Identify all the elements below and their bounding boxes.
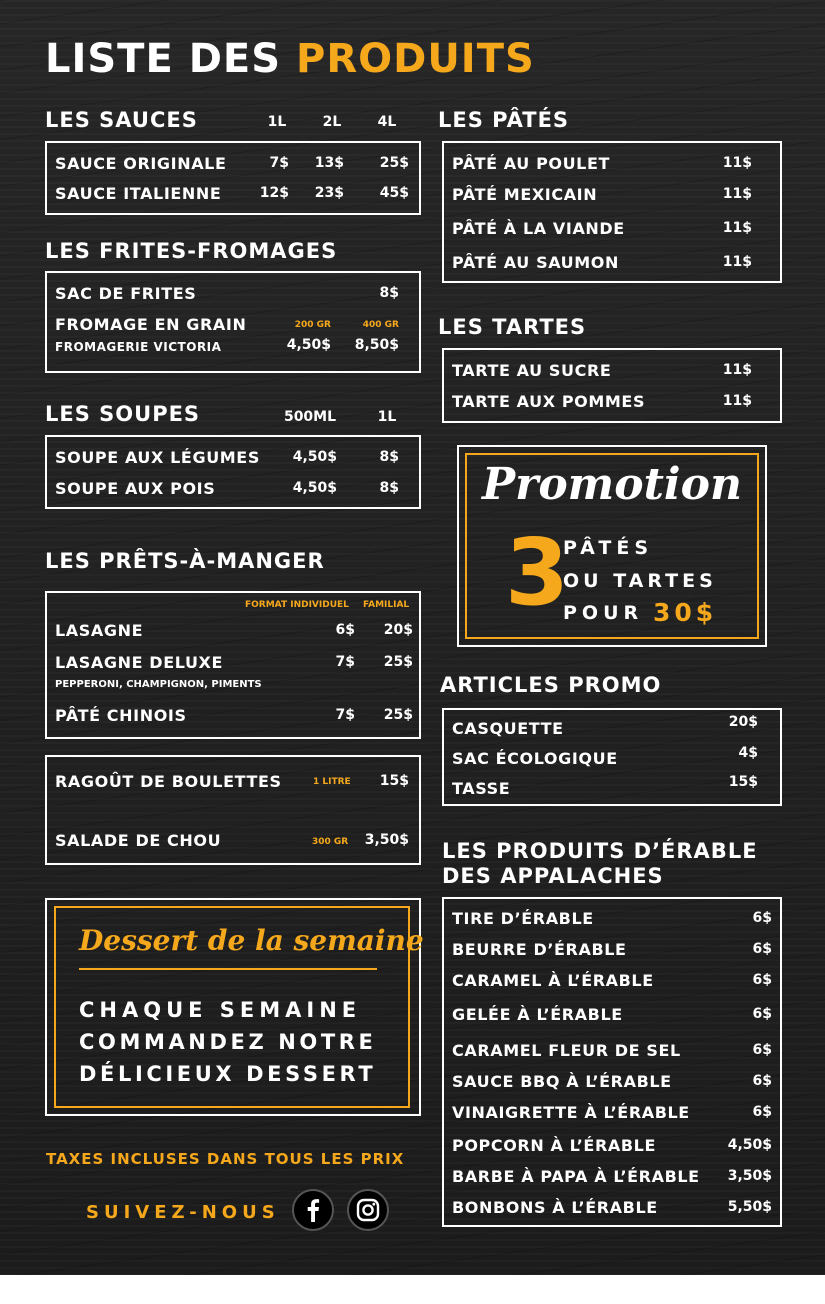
- sauce-originale-price-1l: 7$: [269, 155, 289, 171]
- ragout-price: 15$: [379, 773, 409, 789]
- page-title: [45, 36, 535, 82]
- erable-item-2-name: BEURRE D’ÉRABLE: [452, 940, 627, 959]
- erable-item-5-price: 6$: [752, 1042, 772, 1058]
- articles-title: ARTICLES PROMO: [440, 673, 662, 697]
- fromagerie-victoria: FROMAGERIE VICTORIA: [55, 340, 222, 354]
- prets-title: LES PRÊTS-À-MANGER: [45, 549, 325, 573]
- pate-viande-price: 11$: [722, 220, 752, 236]
- salade-size: 300 GR: [312, 837, 349, 847]
- lasagne-deluxe-price-individuel: 7$: [335, 654, 355, 670]
- fromage-en-grain-name: FROMAGE EN GRAIN: [55, 315, 247, 334]
- promotion-number: 3: [505, 519, 570, 626]
- promotion-box: [457, 445, 767, 647]
- promotion-line-1: PÂTÉS: [563, 537, 654, 559]
- soupe-legumes-price-500ml: 4,50$: [292, 449, 337, 465]
- sac-de-frites-name: SAC DE FRITES: [55, 284, 197, 303]
- soupe-legumes-name: SOUPE AUX LÉGUMES: [55, 448, 260, 467]
- soupes-header-1l: 1L: [377, 409, 397, 425]
- sauces-box: [45, 141, 421, 215]
- promotion-price: 30$: [653, 598, 718, 627]
- sauce-italienne-price-2l: 23$: [314, 185, 344, 201]
- casquette-name: CASQUETTE: [452, 719, 564, 738]
- lasagne-name: LASAGNE: [55, 621, 144, 640]
- salade-name: SALADE DE CHOU: [55, 831, 222, 850]
- fromage-price-200: 4,50$: [286, 337, 331, 353]
- extras-box: [45, 755, 421, 865]
- pate-chinois-price-individuel: 7$: [335, 707, 355, 723]
- erable-title-line-2: DES APPALACHES: [442, 864, 664, 888]
- erable-item-8-name: POPCORN À L’ÉRABLE: [452, 1136, 656, 1155]
- dessert-divider: [79, 968, 377, 970]
- sauces-header-4l: 4L: [377, 114, 397, 130]
- articles-box: [442, 708, 782, 806]
- erable-title-line-1: LES PRODUITS D’ÉRABLE: [442, 839, 758, 863]
- tasse-name: TASSE: [452, 779, 511, 798]
- title-part-2: PRODUITS: [296, 36, 535, 82]
- prets-box: [45, 591, 421, 739]
- erable-item-1-name: TIRE D’ÉRABLE: [452, 909, 594, 928]
- sauces-title: LES SAUCES: [45, 108, 198, 132]
- pates-box: [442, 141, 782, 283]
- pates-title: LES PÂTÉS: [438, 108, 570, 132]
- pate-poulet-price: 11$: [722, 155, 752, 171]
- erable-item-1-price: 6$: [752, 910, 772, 926]
- sauce-originale-price-2l: 13$: [314, 155, 344, 171]
- erable-item-10-name: BONBONS À L’ÉRABLE: [452, 1198, 658, 1217]
- erable-item-10-price: 5,50$: [727, 1199, 772, 1215]
- erable-item-2-price: 6$: [752, 941, 772, 957]
- pate-chinois-price-familial: 25$: [383, 707, 413, 723]
- soupe-pois-price-500ml: 4,50$: [292, 480, 337, 496]
- dessert-title: Dessert de la semaine: [79, 924, 424, 957]
- tartes-title: LES TARTES: [438, 315, 587, 339]
- dessert-line-1: CHAQUE SEMAINE: [79, 998, 362, 1022]
- soupe-pois-name: SOUPE AUX POIS: [55, 479, 216, 498]
- lasagne-deluxe-sub: PEPPERONI, CHAMPIGNON, PIMENTS: [55, 679, 262, 690]
- fromage-price-400: 8,50$: [354, 337, 399, 353]
- tartes-box: [442, 348, 782, 423]
- erable-item-9-name: BARBE À PAPA À L’ÉRABLE: [452, 1167, 700, 1186]
- sauces-header-2l: 2L: [322, 114, 342, 130]
- facebook-icon[interactable]: [292, 1189, 334, 1231]
- erable-item-7-price: 6$: [752, 1104, 772, 1120]
- sauce-italienne-price-4l: 45$: [379, 185, 409, 201]
- promotion-line-2: OU TARTES: [563, 570, 717, 592]
- erable-item-3-name: CARAMEL À L’ÉRABLE: [452, 971, 654, 990]
- erable-item-6-name: SAUCE BBQ À L’ÉRABLE: [452, 1072, 672, 1091]
- dessert-line-3: DÉLICIEUX DESSERT: [79, 1062, 377, 1086]
- fromage-size-200: 200 GR: [294, 320, 331, 330]
- erable-item-8-price: 4,50$: [727, 1137, 772, 1153]
- sauces-header-1l: 1L: [267, 114, 287, 130]
- pate-mexicain-price: 11$: [722, 186, 752, 202]
- fromage-size-400: 400 GR: [362, 320, 399, 330]
- ragout-name: RAGOÛT DE BOULETTES: [55, 772, 282, 791]
- soupes-header-500ml: 500ML: [283, 409, 337, 425]
- lasagne-price-individuel: 6$: [335, 622, 355, 638]
- promotion-title: Promotion: [482, 459, 742, 510]
- erable-item-7-name: VINAIGRETTE À L’ÉRABLE: [452, 1103, 690, 1122]
- tarte-sucre-price: 11$: [722, 362, 752, 378]
- pate-viande-name: PÂTÉ À LA VIANDE: [452, 219, 625, 238]
- sauce-italienne-name: SAUCE ITALIENNE: [55, 184, 222, 203]
- soupes-title: LES SOUPES: [45, 402, 201, 426]
- tarte-pommes-price: 11$: [722, 393, 752, 409]
- pate-saumon-price: 11$: [722, 254, 752, 270]
- taxes-note: TAXES INCLUSES DANS TOUS LES PRIX: [46, 1150, 405, 1168]
- erable-item-4-price: 6$: [752, 1006, 772, 1022]
- pate-mexicain-name: PÂTÉ MEXICAIN: [452, 185, 598, 204]
- ragout-size: 1 LITRE: [313, 777, 351, 787]
- soupes-box: [45, 435, 421, 509]
- erable-item-6-price: 6$: [752, 1073, 772, 1089]
- sauce-originale-price-4l: 25$: [379, 155, 409, 171]
- sauce-italienne-price-1l: 12$: [259, 185, 289, 201]
- erable-box: [442, 897, 782, 1227]
- prets-header-individuel: FORMAT INDIVIDUEL: [245, 600, 349, 610]
- salade-price: 3,50$: [364, 832, 409, 848]
- lasagne-deluxe-name: LASAGNE DELUXE: [55, 653, 224, 672]
- tarte-pommes-name: TARTE AUX POMMES: [452, 392, 646, 411]
- suivez-nous: SUIVEZ-NOUS: [86, 1202, 280, 1223]
- erable-item-3-price: 6$: [752, 972, 772, 988]
- pate-saumon-name: PÂTÉ AU SAUMON: [452, 253, 619, 272]
- sauce-originale-name: SAUCE ORIGINALE: [55, 154, 227, 173]
- pate-chinois-name: PÂTÉ CHINOIS: [55, 706, 187, 725]
- erable-item-5-name: CARAMEL FLEUR DE SEL: [452, 1041, 681, 1060]
- sac-ecologique-price: 4$: [738, 745, 758, 761]
- facebook-glyph: [294, 1191, 332, 1229]
- frites-title: LES FRITES-FROMAGES: [45, 239, 338, 263]
- lasagne-deluxe-price-familial: 25$: [383, 654, 413, 670]
- soupe-pois-price-1l: 8$: [379, 480, 399, 496]
- frites-box: [45, 271, 421, 373]
- dessert-box: [45, 898, 424, 1116]
- tarte-sucre-name: TARTE AU SUCRE: [452, 361, 612, 380]
- sac-ecologique-name: SAC ÉCOLOGIQUE: [452, 749, 618, 768]
- instagram-glyph: [349, 1191, 387, 1229]
- promotion-line-3: POUR: [563, 602, 644, 624]
- pate-poulet-name: PÂTÉ AU POULET: [452, 154, 611, 173]
- dessert-line-2: COMMANDEZ NOTRE: [79, 1030, 377, 1054]
- casquette-price: 20$: [728, 714, 758, 730]
- soupe-legumes-price-1l: 8$: [379, 449, 399, 465]
- instagram-icon[interactable]: [347, 1189, 389, 1231]
- erable-item-9-price: 3,50$: [727, 1168, 772, 1184]
- erable-item-4-name: GELÉE À L’ÉRABLE: [452, 1005, 623, 1024]
- title-part-1: LISTE DES: [45, 36, 282, 82]
- tasse-price: 15$: [728, 774, 758, 790]
- prets-header-familial: FAMILIAL: [363, 600, 410, 610]
- lasagne-price-familial: 20$: [383, 622, 413, 638]
- sac-de-frites-price: 8$: [379, 285, 399, 301]
